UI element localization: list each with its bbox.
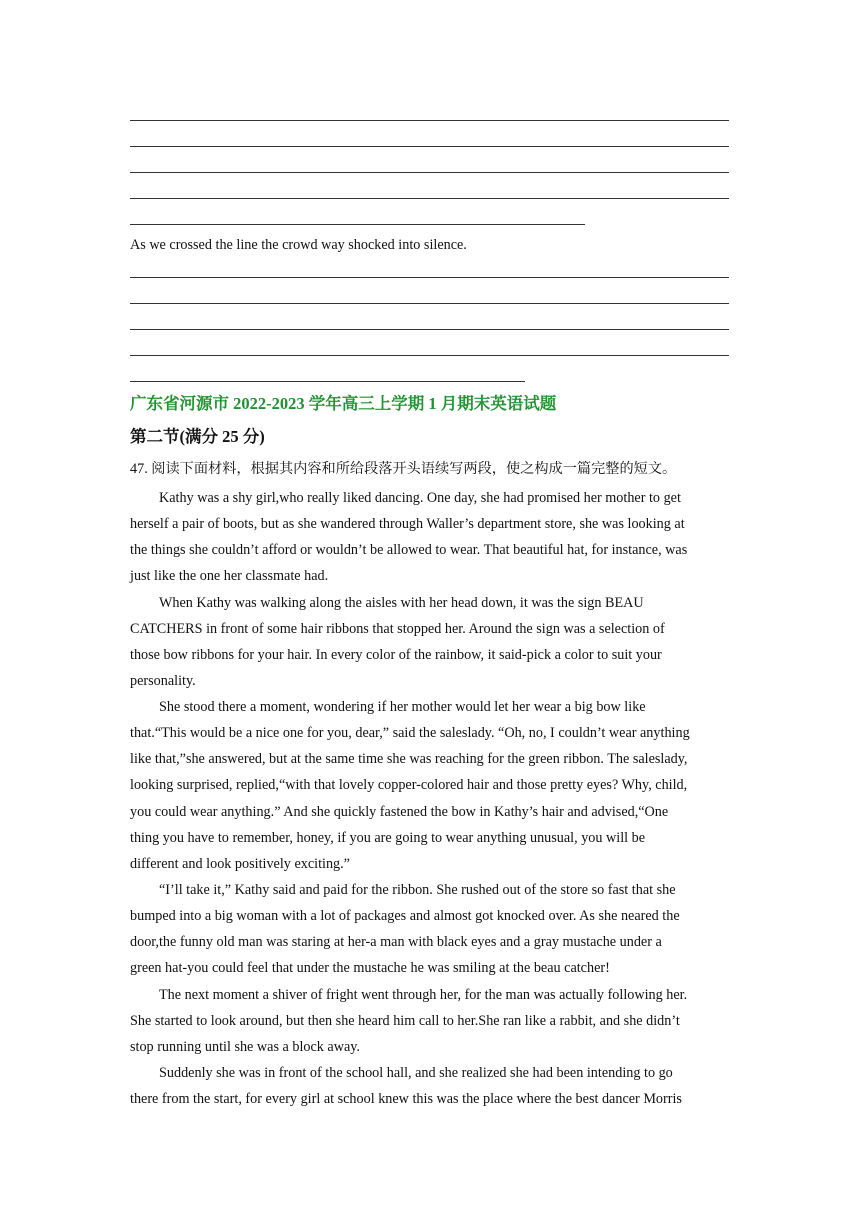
passage-line: like that,”she answered, but at the same time she was reaching for the green ribbon. The saleslady,: [130, 751, 688, 767]
answer-line-short[interactable]: [130, 224, 585, 225]
answer-line[interactable]: [130, 198, 729, 199]
answer-line[interactable]: [130, 120, 729, 121]
passage-line: stop running until she was a block away.: [130, 1039, 360, 1055]
passage-line: there from the start, for every girl at school knew this was the place where the best dancer Morris: [130, 1091, 682, 1107]
passage-line: The next moment a shiver of fright went through her, for the man was actually following her.: [159, 987, 688, 1003]
answer-line[interactable]: [130, 277, 729, 278]
passage-line: CATCHERS in front of some hair ribbons that stopped her. Around the sign was a selection of: [130, 621, 665, 637]
passage-line: She stood there a moment, wondering if her mother would let her wear a big bow like: [159, 699, 646, 715]
passage-line: Suddenly she was in front of the school hall, and she realized she had been intending to go: [159, 1065, 673, 1081]
passage-line: bumped into a big woman with a lot of packages and almost got knocked over. As she neared the: [130, 908, 680, 924]
answer-line-short[interactable]: [130, 381, 525, 382]
question-instruction: 47. 阅读下面材料，根据其内容和所给段落开头语续写两段，使之构成一篇完整的短文。: [130, 461, 677, 477]
passage-line: those bow ribbons for your hair. In every color of the rainbow, it said-pick a color to suit your: [130, 647, 662, 663]
passage-line: different and look positively exciting.”: [130, 856, 350, 872]
passage-line: thing you have to remember, honey, if you are going to wear anything unusual, you will be: [130, 830, 646, 846]
answer-line[interactable]: [130, 172, 729, 173]
passage-line: She started to look around, but then she heard him call to her.She ran like a rabbit, and she didn’t: [130, 1013, 680, 1029]
passage-line: the things she couldn’t afford or wouldn’t be allowed to wear. That beautiful hat, for instance, was: [130, 542, 688, 558]
answer-line[interactable]: [130, 329, 729, 330]
passage-line: you could wear anything.” And she quickly fastened the bow in Kathy’s hair and advised,“One: [130, 804, 669, 820]
passage-line: herself a pair of boots, but as she wandered through Waller’s department store, she was looking at: [130, 516, 685, 532]
exam-title: 广东省河源市 2022-2023 学年高三上学期 1 月期末英语试题: [130, 394, 557, 413]
answer-line[interactable]: [130, 303, 729, 304]
passage-line: personality.: [130, 673, 196, 689]
passage-line: green hat-you could feel that under the mustache he was smiling at the beau catcher!: [130, 960, 610, 976]
section-heading: 第二节(满分 25 分): [130, 427, 265, 446]
passage-line: door,the funny old man was staring at her-a man with black eyes and a gray mustache under a: [130, 934, 662, 950]
passage-line: When Kathy was walking along the aisles with her head down, it was the sign BEAU: [159, 595, 644, 611]
passage-line: looking surprised, replied,“with that lovely copper-colored hair and those pretty eyes? Why, child,: [130, 777, 688, 793]
prompt-sentence: As we crossed the line the crowd way shocked into silence.: [130, 237, 467, 253]
answer-line[interactable]: [130, 146, 729, 147]
passage-line: just like the one her classmate had.: [130, 568, 329, 584]
passage-line: that.“This would be a nice one for you, dear,” said the saleslady. “Oh, no, I couldn’t wear anything: [130, 725, 690, 741]
passage-line: “I’ll take it,” Kathy said and paid for the ribbon. She rushed out of the store so fast that she: [159, 882, 676, 898]
answer-line[interactable]: [130, 355, 729, 356]
passage-line: Kathy was a shy girl,who really liked dancing. One day, she had promised her mother to get: [159, 490, 681, 506]
